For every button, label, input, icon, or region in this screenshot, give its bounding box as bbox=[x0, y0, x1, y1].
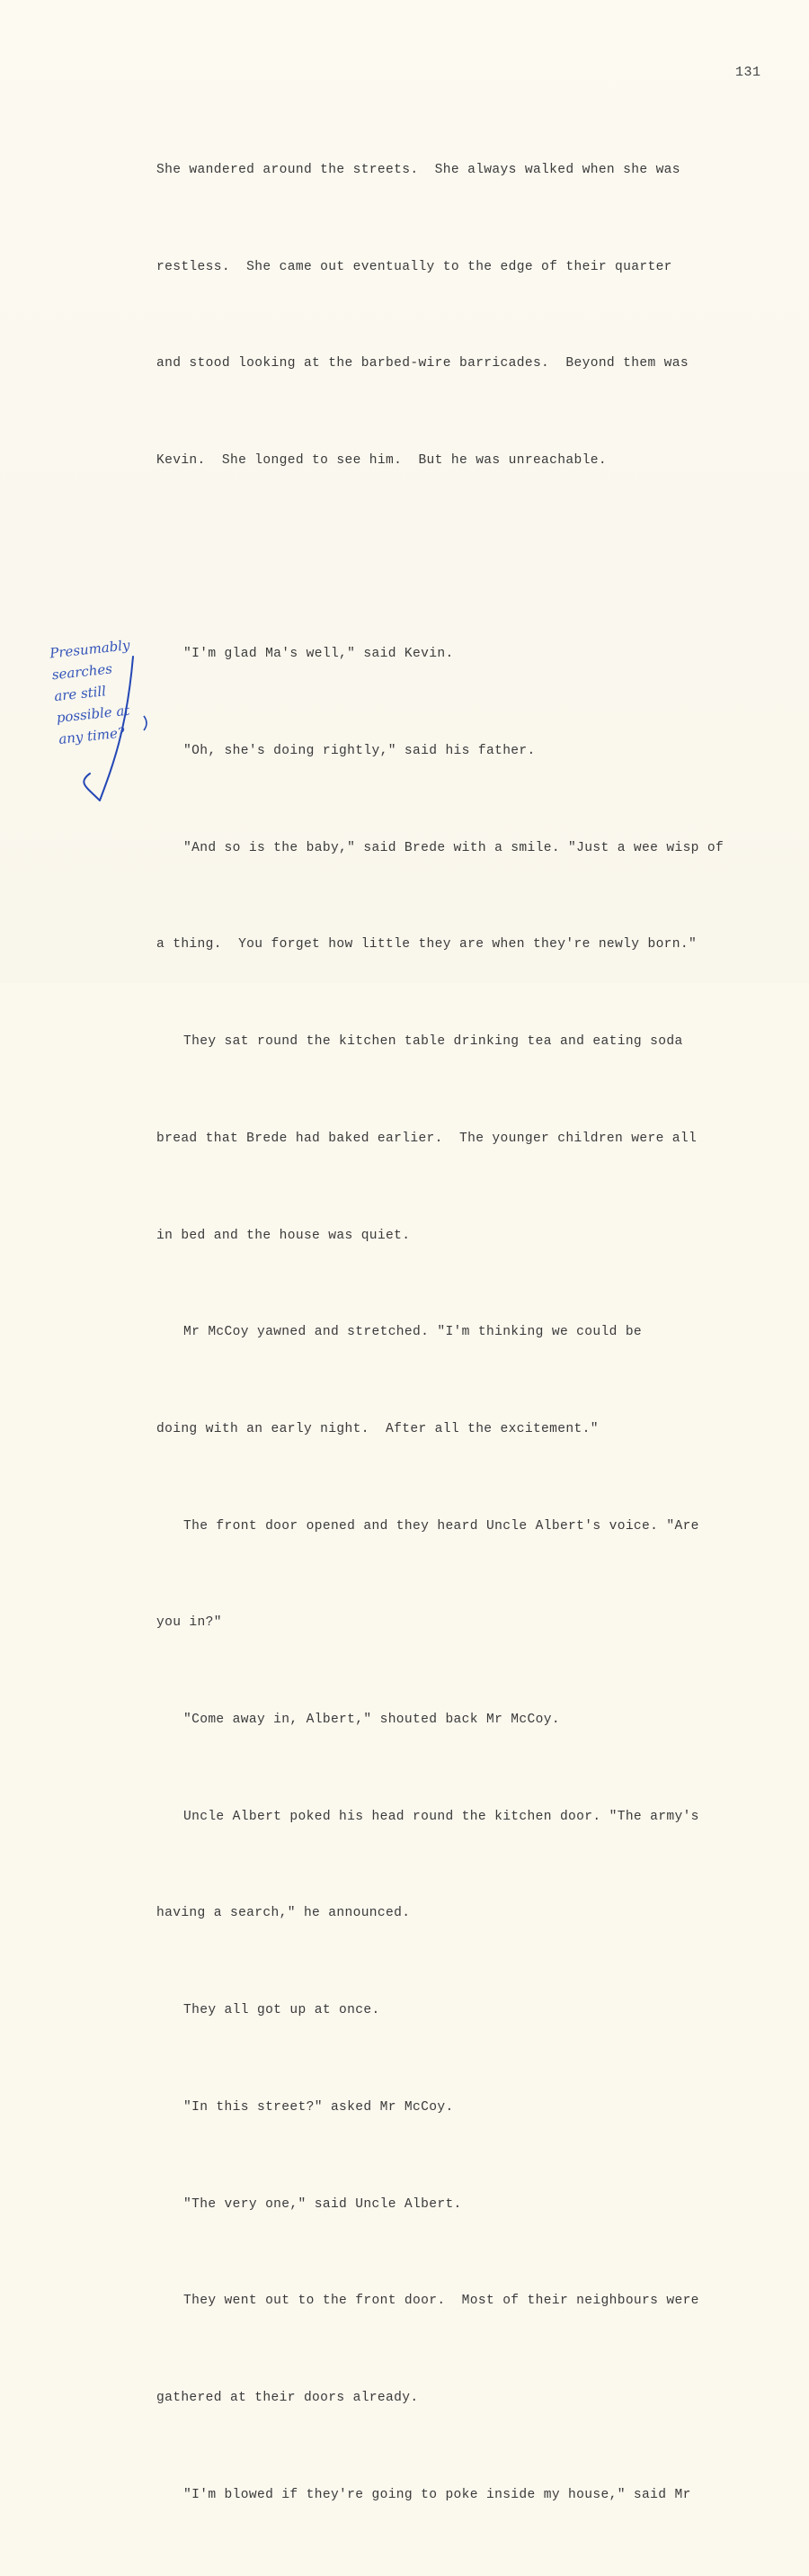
text-line: "And so is the baby," said Brede with a smile. "Just a wee wisp of bbox=[183, 840, 725, 855]
text-line: and stood looking at the barbed-wire barricades. Beyond them was bbox=[156, 356, 689, 371]
text-line: Kevin. She longed to see him. But he was unreachable. bbox=[156, 452, 607, 468]
text-line: Uncle Albert poked his head round the kitchen door. "The army's bbox=[183, 1809, 699, 1824]
text-line: Mr McCoy yawned and stretched. "I'm thinking we could be bbox=[183, 1325, 643, 1340]
text-line: They went out to the front door. Most of their neighbours were bbox=[183, 2294, 699, 2309]
text-line: gathered at their doors already. bbox=[156, 2390, 419, 2405]
text-line: The front door opened and they heard Uncle Albert's voice. "Are bbox=[183, 1518, 699, 1534]
text-line: "In this street?" asked Mr McCoy. bbox=[183, 2099, 454, 2115]
section-break bbox=[156, 542, 777, 575]
handwritten-margin-note: Presumably searches are still possible at any time? bbox=[49, 637, 131, 747]
text-line: "I'm glad Ma's well," said Kevin. bbox=[183, 647, 454, 662]
text-line: "I'm blowed if they're going to poke inside my house," said Mr bbox=[183, 2487, 691, 2502]
text-line: They all got up at once. bbox=[183, 2003, 380, 2018]
text-line: in bed and the house was quiet. bbox=[156, 1228, 411, 1243]
text-line: bread that Brede had baked earlier. The younger children were all bbox=[156, 1131, 698, 1146]
text-line: doing with an early night. After all the excitement." bbox=[156, 1421, 599, 1436]
text-line: They sat round the kitchen table drinking tea and eating soda bbox=[183, 1034, 683, 1050]
text-line: you in?" bbox=[156, 1615, 222, 1631]
text-line: "The very one," said Uncle Albert. bbox=[183, 2196, 462, 2212]
text-line: restless. She came out eventually to the edge of their quarter bbox=[156, 259, 672, 274]
text-line: a thing. You forget how little they are when they're newly born." bbox=[156, 937, 698, 953]
typescript-body bbox=[156, 90, 777, 2576]
text-line: "Come away in, Albert," shouted back Mr McCoy. bbox=[183, 1713, 560, 1728]
page-number: 131 bbox=[735, 65, 761, 80]
text-line: She wandered around the streets. She always walked when she was bbox=[156, 162, 680, 177]
text-line: having a search," he announced. bbox=[156, 1906, 411, 1921]
text-line: "Oh, she's doing rightly," said his father. bbox=[183, 744, 536, 759]
